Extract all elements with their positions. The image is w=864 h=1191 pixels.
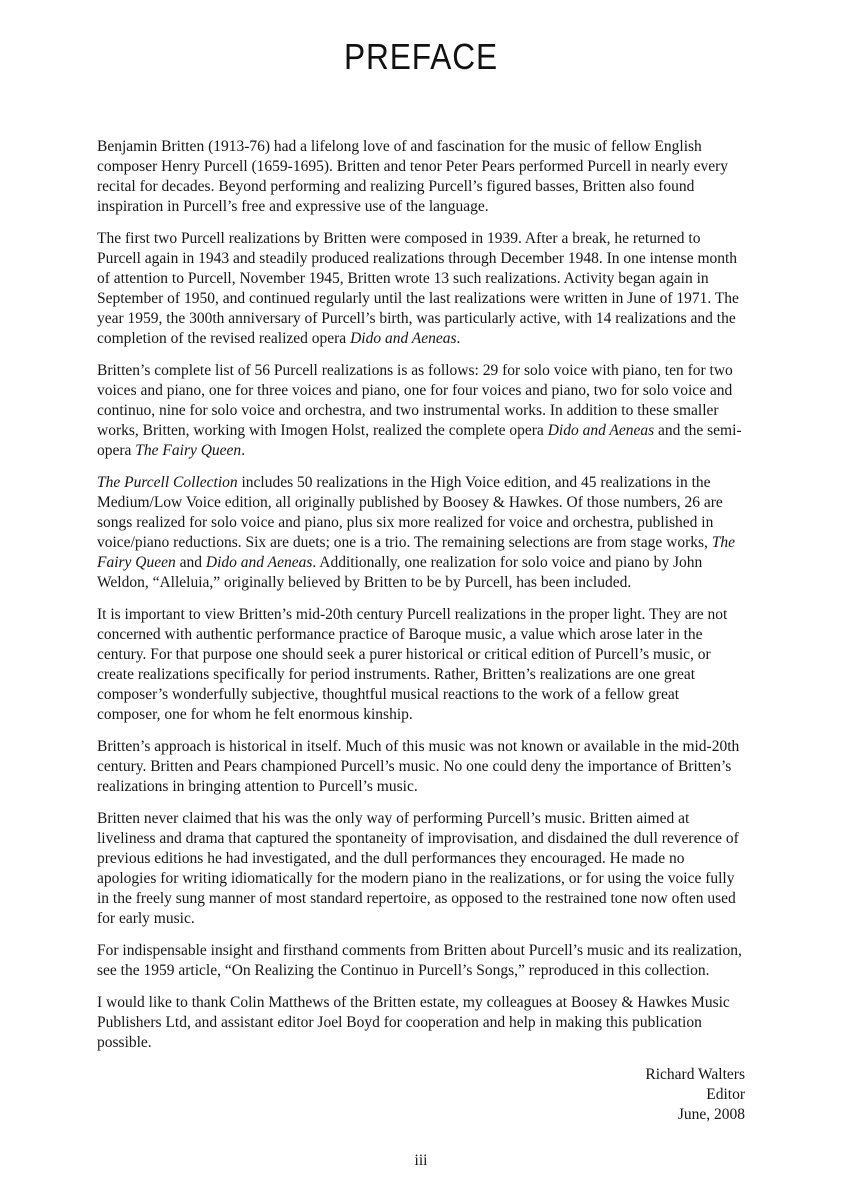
signature-role: Editor: [706, 1086, 745, 1103]
paragraph: [97, 605, 745, 725]
text-run: Benjamin Britten (1913-76) had a lifelong love of and fascination for the music of fellow English composer Henry Purcell (1659-1695). Britten and tenor Peter Pears performed Purcell in nearly every recital for decades. Beyond performing and realizing Purcell’s figured basses, Britten also found inspiration in Purcell’s free and expressive use of the language.: [97, 138, 728, 215]
signature-name: Richard Walters: [645, 1066, 745, 1083]
text-run: Britten never claimed that his was the only way of performing Purcell’s music. Britten aimed at liveliness and drama that captured the spontaneity of improvisation, and disdained the dull reverence of previous editions he had investigated, and the dull performances they encouraged. He made no apologies for writing idiomatically for the modern piano in the realizations, or for using the voice fully in the freely sung manner of most standard repertoire, as opposed to the restrained tone now often used for early music.: [97, 810, 739, 927]
text-run: I would like to thank Colin Matthews of the Britten estate, my colleagues at Boosey & Hawkes Music Publishers Ltd, and assistant editor Joel Boyd for cooperation and help in making this publication possible.: [97, 994, 730, 1051]
italic-text-run: The Purcell Collection: [97, 474, 238, 491]
page-title: PREFACE: [343, 36, 499, 77]
paragraph: [97, 941, 745, 981]
paragraph: [97, 737, 745, 797]
text-run: includes 50 realizations in the High Voice edition, and 45 realizations in the Medium/Low Voice edition, all originally published by Boosey & Hawkes. Of those numbers, 26 are songs realized for solo voice and piano, plus six more realized for voice and orchestra, published in voice/piano reductions. Six are duets; one is a trio. The remaining selections are from stage works,: [97, 474, 723, 551]
text-run: For indispensable insight and firsthand comments from Britten about Purcell’s music and its realization, see the 1959 article, “On Realizing the Continuo in Purcell’s Songs,” reproduced in this collection.: [97, 942, 742, 979]
text-run: It is important to view Britten’s mid-20th century Purcell realizations in the proper light. They are not concerned with authentic performance practice of Baroque music, a value which arose later in the century. For that purpose one should seek a purer historical or critical edition of Purcell’s music, or create realizations specifically for period instruments. Rather, Britten’s realizations are one great composer’s wonderfully subjective, thoughtful musical reactions to the work of a fellow great composer, one for whom he felt enormous kinship.: [97, 606, 728, 723]
paragraph: [97, 993, 745, 1053]
page-number: iii: [414, 1152, 428, 1169]
text-run: The first two Purcell realizations by Britten were composed in 1939. After a break, he returned to Purcell again in 1943 and steadily produced realizations through December 1948. In one intense month of attention to Purcell, November 1945, Britten wrote 13 such realizations. Activity began again in September of 1950, and continued regularly until the last realizations were written in June of 1971. The year 1959, the 300th anniversary of Purcell’s birth, was particularly active, with 14 realizations and the completion of the revised realized opera: [97, 230, 739, 347]
text-run: .: [456, 330, 461, 347]
italic-text-run: Dido and Aeneas: [205, 554, 313, 571]
paragraph: [97, 361, 745, 461]
italic-text-run: The Fairy Queen: [97, 534, 736, 571]
italic-text-run: The Fairy Queen: [135, 442, 242, 459]
text-run: and: [175, 554, 206, 571]
italic-text-run: Dido and Aeneas: [547, 422, 655, 439]
paragraph: [97, 473, 745, 593]
preface-body: [97, 137, 745, 1053]
paragraph: [97, 809, 745, 929]
text-run: Britten’s complete list of 56 Purcell realizations is as follows: 29 for solo voice with piano, ten for two voices and piano, one for three voices and piano, one for four voices and piano, two for solo voice and continuo, nine for solo voice and orchestra, and two instrumental works. In addition to these smaller works, Britten, working with Imogen Holst, realized the complete opera: [97, 362, 733, 439]
text-run: .: [241, 442, 246, 459]
text-run: Britten’s approach is historical in itself. Much of this music was not known or available in the mid-20th century. Britten and Pears championed Purcell’s music. No one could deny the importance of Britten’s realizations in bringing attention to Purcell’s music.: [97, 738, 740, 795]
signature-block: [97, 1065, 745, 1125]
preface-page: [0, 36, 864, 1191]
paragraph: [97, 229, 745, 349]
italic-text-run: Dido and Aeneas: [350, 330, 457, 347]
paragraph: [97, 137, 745, 217]
text-run: . Additionally, one realization for solo voice and piano by John Weldon, “Alleluia,” originally believed by Britten to be by Purcell, has been included.: [97, 554, 703, 591]
signature-date: June, 2008: [677, 1106, 745, 1123]
text-run: and the semi-opera: [97, 422, 742, 459]
